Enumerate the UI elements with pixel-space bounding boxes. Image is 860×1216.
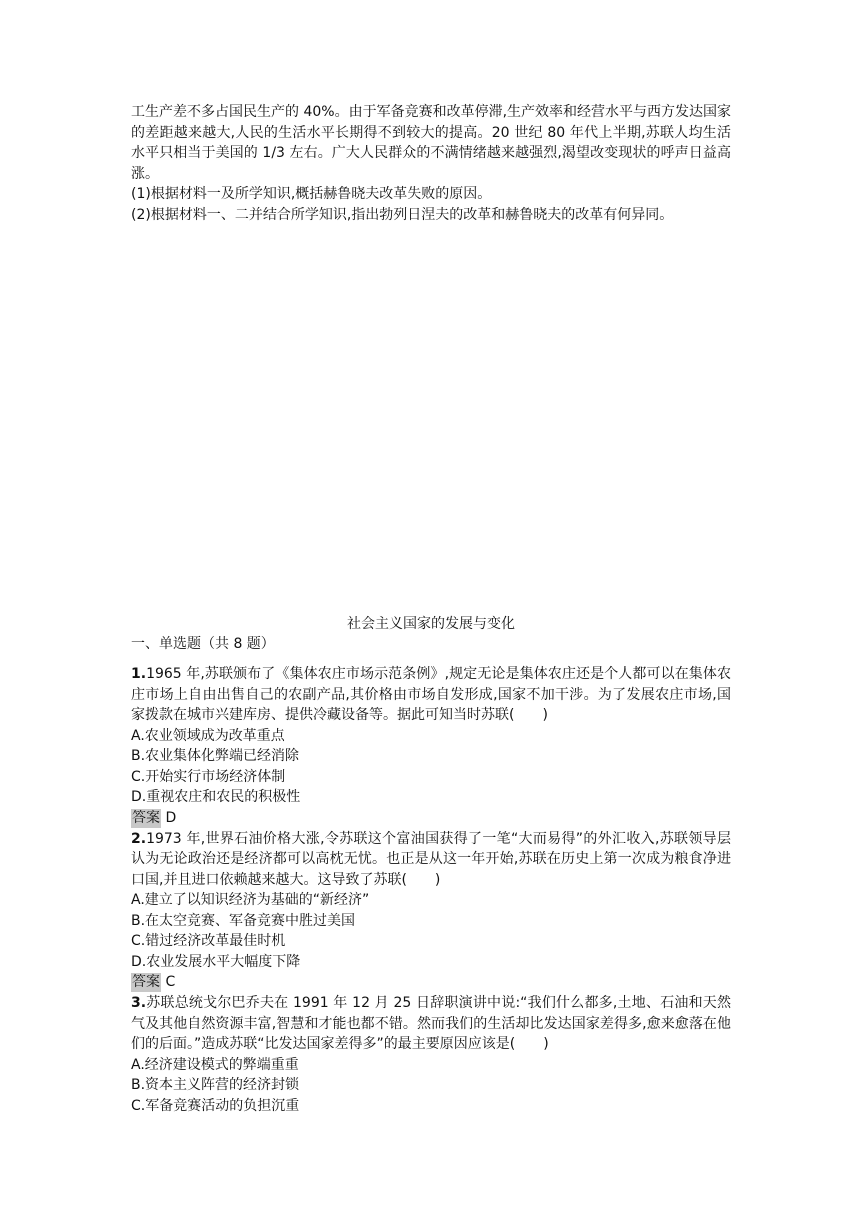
question-2 <box>131 829 731 993</box>
answer-label: 答案 <box>132 809 160 826</box>
question-1 <box>131 664 731 828</box>
question-3 <box>131 993 731 1116</box>
question-number: 1. <box>131 666 147 682</box>
option-b: B.在太空竞赛、军备竞赛中胜过美国 <box>131 912 356 929</box>
option-a: A.农业领域成为改革重点 <box>131 727 285 744</box>
sub-question-2: (2)根据材料一、二并结合所学知识,指出勃列日涅夫的改革和赫鲁晓夫的改革有何异同。 <box>131 206 674 223</box>
answer-value: C <box>165 974 176 990</box>
answer-label: 答案 <box>132 974 160 990</box>
option-b: B.资本主义阵营的经济封锁 <box>131 1077 300 1093</box>
section-heading: 一、单选题（共 8 题） <box>131 636 275 652</box>
question-number: 3. <box>131 995 147 1011</box>
exam-section <box>131 614 731 1116</box>
sub-question-1: (1)根据材料一及所学知识,概括赫鲁晓夫改革失败的原因。 <box>131 186 492 202</box>
option-b: B.农业集体化弊端已经消除 <box>131 748 300 764</box>
question-stem <box>131 993 731 1055</box>
doc-title: 社会主义国家的发展与变化 <box>347 616 515 632</box>
question-text: 苏联总统戈尔巴乔夫在 1991 年 12 月 25 日辞职演讲中说:“我们什么都多,土地、石油和天然气及其他自然资源丰富,智慧和才能也都不错。然而我们的生活却比发达国家差得多,愈来愈落在他们的后面。”造成苏联“比发达国家差得多”的最主要原因应该是( ) <box>131 995 731 1052</box>
option-a: A.建立了以知识经济为基础的“新经济” <box>131 892 370 908</box>
option-c: C.错过经济改革最佳时机 <box>131 933 286 949</box>
option-d: D.重视农庄和农民的积极性 <box>131 789 301 805</box>
material-continuation <box>131 102 731 225</box>
option-a: A.经济建设模式的弊端重重 <box>131 1056 299 1073</box>
option-d: D.农业发展水平大幅度下降 <box>131 953 301 970</box>
answer-line <box>131 809 731 828</box>
question-stem <box>131 829 731 891</box>
question-stem <box>131 664 731 726</box>
answer-value: D <box>165 809 177 826</box>
answer-line <box>131 973 731 992</box>
question-text: 1973 年,世界石油价格大涨,令苏联这个富油国获得了一笔“大而易得”的外汇收入,苏联领导层认为无论政治还是经济都可以高枕无忧。也正是从这一年开始,苏联在历史上第一次成为粮食净进口国,并且进口依赖越来越大。这导致了苏联( ) <box>131 830 731 888</box>
material-paragraph: 工生产差不多占国民生产的 40%。由于军备竞赛和改革停滞,生产效率和经营水平与西方发达国家的差距越来越大,人民的生活水平长期得不到较大的提高。20 世纪 80 年代上半期,苏联人均生活水平只相当于美国的 1/3 左右。广大人民群众的不满情绪越来越强烈,渴望改变现状的呼声日益高涨。 <box>131 104 732 182</box>
question-text: 1965 年,苏联颁布了《集体农庄市场示范条例》,规定无论是集体农庄还是个人都可以在集体农庄市场上自由出售自己的农副产品,其价格由市场自发形成,国家不加干涉。为了发展农庄市场,国家拨款在城市兴建库房、提供冷藏设备等。据此可知当时苏联( ) <box>131 666 731 723</box>
option-c: C.军备竞赛活动的负担沉重 <box>131 1097 300 1114</box>
option-c: C.开始实行市场经济体制 <box>131 768 286 785</box>
question-number: 2. <box>131 830 147 847</box>
